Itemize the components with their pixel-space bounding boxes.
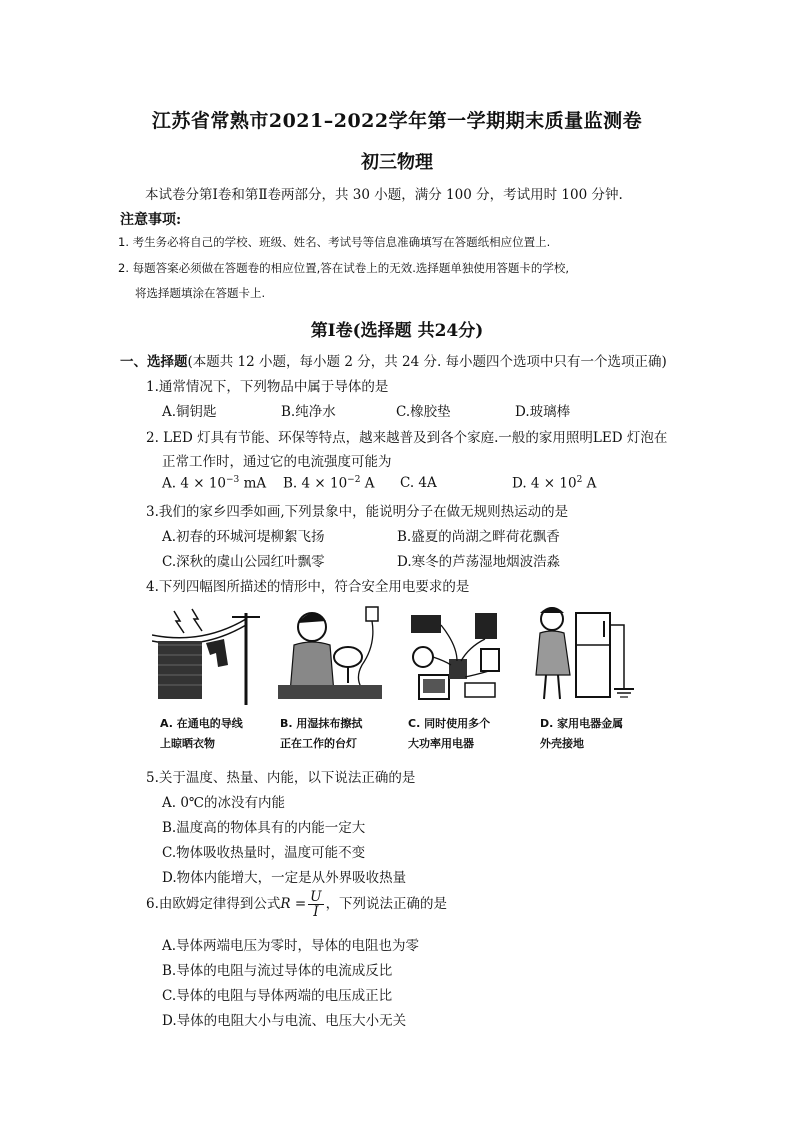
notice-2: 2. 每题答案必须做在答题卷的相应位置,答在试卷上的无效.选择题单独使用答题卡的学校, — [118, 261, 570, 275]
q1-option-b: B.纯净水 — [281, 404, 336, 420]
q3-option-d: D.寒冬的芦荡湿地烟波浩淼 — [397, 554, 561, 570]
picture-c-many-appliances — [405, 605, 510, 705]
section-title: 第Ⅰ卷(选择题 共24分) — [310, 321, 484, 341]
q5-stem: 5.关于温度、热量、内能，以下说法正确的是 — [146, 770, 416, 786]
notice-heading: 注意事项: — [120, 212, 182, 228]
q1-option-a: A.铜钥匙 — [162, 404, 217, 420]
picture-b-wiping-lamp — [272, 605, 387, 705]
part1-instruction: (本题共 12 小题，每小题 2 分，共 24 分. 每小题四个选项中只有一个选项正确) — [187, 354, 667, 370]
ohm-formula-fraction: $\frac{U}{I}$ — [310, 889, 322, 920]
notice-2-cont: 将选择题填涂在答题卡上. — [135, 286, 266, 300]
notice-1: 1. 考生务必将自己的学校、班级、姓名、考试号等信息准确填写在答题纸相应位置上. — [118, 235, 551, 249]
q1-option-d: D.玻璃棒 — [515, 404, 571, 420]
formula-lhs: R = — [280, 896, 307, 912]
q2-stem-cont: 正常工作时，通过它的电流强度可能为 — [162, 454, 392, 470]
exam-intro: 本试卷分第Ⅰ卷和第Ⅱ卷两部分，共 30 小题，满分 100 分，考试用时 100 分钟. — [145, 187, 623, 203]
part1-header — [120, 350, 667, 370]
q2-option-c: C. 4A — [400, 475, 437, 491]
q2-option-d: D. $4 \times 10^2$ A — [512, 475, 597, 492]
q3-option-c: C.深秋的虞山公园红叶飘零 — [162, 554, 325, 570]
picture-d-grounded-appliance — [528, 605, 638, 705]
q3-option-b: B.盛夏的尚湖之畔荷花飘香 — [397, 529, 560, 545]
q1-option-c: C.橡胶垫 — [396, 404, 451, 420]
q6-option-c: C.导体的电阻与导体两端的电压成正比 — [162, 988, 393, 1004]
q2-stem: 2. LED 灯具有节能、环保等特点，越来越普及到各个家庭.一般的家用照明LED 灯泡在 — [146, 430, 668, 446]
q1-stem: 1.通常情况下，下列物品中属于导体的是 — [146, 379, 389, 395]
part1-label: 一、选择题 — [120, 354, 188, 370]
caption-d: D. 家用电器金属 外壳接地 — [540, 717, 624, 750]
exam-title: 江苏省常熟市2021–2022学年第一学期期末质量监测卷 — [151, 110, 643, 132]
caption-b: B. 用湿抹布擦拭 正在工作的台灯 — [280, 717, 363, 750]
q6-option-d: D.导体的电阻大小与电流、电压大小无关 — [162, 1013, 407, 1029]
q5-option-c: C.物体吸收热量时，温度可能不变 — [162, 845, 366, 861]
q2-option-a: A. $4 \times 10^{-3}$ mA — [162, 475, 267, 492]
q4-stem: 4.下列四幅图所描述的情形中，符合安全用电要求的是 — [146, 579, 470, 595]
q5-option-a: A. 0℃的冰没有内能 — [162, 795, 286, 811]
subject-title: 初三物理 — [361, 152, 433, 173]
q3-stem: 3.我们的家乡四季如画,下列景象中，能说明分子在做无规则热运动的是 — [146, 504, 569, 520]
q6-option-a: A.导体两端电压为零时，导体的电阻也为零 — [162, 938, 420, 954]
q6-stem: 6.由欧姆定律得到公式R = $\frac{U}{I}$ ，下列说法正确的是 — [146, 889, 448, 920]
q3-option-a: A.初春的环城河堤柳絮飞扬 — [162, 529, 325, 545]
q5-option-b: B.温度高的物体具有的内能一定大 — [162, 820, 366, 836]
caption-a: A. 在通电的导线 上晾晒衣物 — [160, 717, 243, 750]
picture-a-clothes-on-powerline — [152, 605, 262, 705]
q2-option-b: B. $4 \times 10^{-2}$ A — [283, 475, 375, 492]
q6-option-b: B.导体的电阻与流过导体的电流成反比 — [162, 963, 393, 979]
caption-c: C. 同时使用多个 大功率用电器 — [408, 717, 491, 750]
q5-option-d: D.物体内能增大，一定是从外界吸收热量 — [162, 870, 407, 886]
